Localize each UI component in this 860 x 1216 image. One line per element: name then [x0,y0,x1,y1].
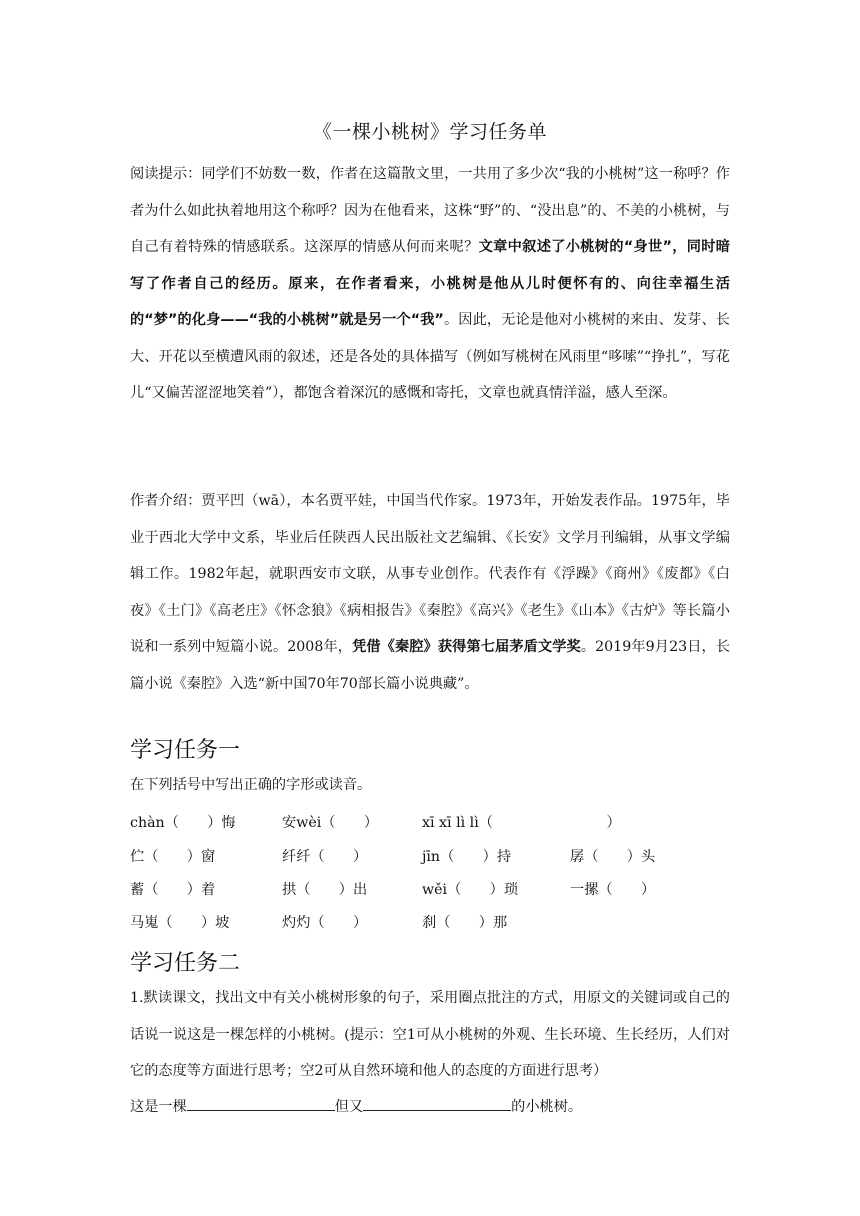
fill-blank-2[interactable] [363,1096,511,1111]
task2-fill-line [130,1096,730,1116]
author-intro-text-end: 。2019年9月23日，长篇小说《秦腔》入选“新中国70年70部长篇小说典藏”。 [130,639,731,692]
task1-item: xī xī lì lì（ ） [422,815,621,831]
author-intro-text: 作者介绍：贾平凹（wā），本名贾平娃，中国当代作家。1973年，开始发表作品。1975年，毕业于西北大学中文系，毕业后任陕西人民出版社文艺编辑、《长安》文学月刊编辑，从事文学编辑工作。1982年起，就职西安市文联，从事专业创作。代表作有《浮躁》《商州》《废都》《白夜》《土门》《高老庄》《怀念狼》《病相报告》《秦腔》《高兴》《老生》《山本》《古炉》等长篇小说和一系列中短篇小说。2008年， [130,493,730,655]
reading-tip-bold-text: 文章中叙述了小桃树的“身世”，同时暗写了作者自己的经历。原来，在作者看来，小桃树是他从儿时便怀有的、向往幸福生活的“梦”的化身——“我的小桃树”就是另一个“我” [130,239,730,328]
reading-tip-text: 阅读提示：同学们不妨数一数，作者在这篇散文里，一共用了多少次“我的小桃树”这一称呼？作者为什么如此执着地用这个称呼？因为在他看来，这株“野”的、“没出息”的、不美的小桃树，与自己有着特殊的情感联系。这深厚的情感从何而来呢？ [130,166,730,255]
task1-instruction: 在下列括号中写出正确的字形或读音。 [130,777,372,793]
task1-item: 纤纤（ ） [282,849,368,865]
task1-item: 拱（ ）出 [282,882,368,898]
task1-item: 安wèi（ ） [282,815,379,831]
task1-row [130,879,730,899]
fill-middle: 但又 [334,1099,364,1115]
fill-blank-1[interactable] [187,1096,335,1111]
task1-item: 伫（ ）窗 [130,849,216,865]
task1-item: wěi（ ）琐 [422,882,519,898]
task1-row [130,912,730,932]
task1-heading: 学习任务一 [130,738,241,763]
task1-item: 蓄（ ）着 [130,882,216,898]
task1-item: 灼灼（ ） [282,915,368,931]
task1-item: 马嵬（ ）坡 [130,915,230,931]
page-title: 《一棵小桃树》学习任务单 [312,121,547,143]
reading-tip-text-end: 。因此，无论是他对小桃树的来由、发芽、长大、开花以至横遭风雨的叙述，还是各处的具体描写（例如写桃树在风雨里“哆嗦”“挣扎”，写花儿“又偏苦涩涩地笑着”），都饱含着深沉的感慨和寄托，文章也就真情洋溢，感人至深。 [130,312,730,401]
task1-row [130,812,730,832]
fill-prefix: 这是一棵 [130,1099,187,1115]
task1-item: jīn（ ）持 [422,849,512,865]
reading-tip-paragraph [130,156,730,412]
task2-question: 1.默读课文，找出文中有关小桃树形象的句子，采用圈点批注的方式，用原文的关键词或自己的话说一说这是一棵怎样的小桃树。(提示：空1可从小桃树的外观、生长环境、生长经历，人们对它的态度等方面进行思考；空2可从自然环境和他人的态度的方面进行思考） [130,990,730,1079]
task2-heading: 学习任务二 [130,951,241,976]
fill-suffix: 的小桃树。 [511,1099,583,1115]
task1-row [130,846,730,866]
task1-item: 孱（ ）头 [570,849,656,865]
author-intro-bold-text: 凭借《秦腔》获得第七届茅盾文学奖 [352,639,581,655]
task1-item: 一摞（ ） [570,882,656,898]
task1-item: chàn（ ）悔 [130,815,236,831]
task1-item: 刹（ ）那 [422,915,508,931]
author-intro-paragraph [130,483,730,702]
